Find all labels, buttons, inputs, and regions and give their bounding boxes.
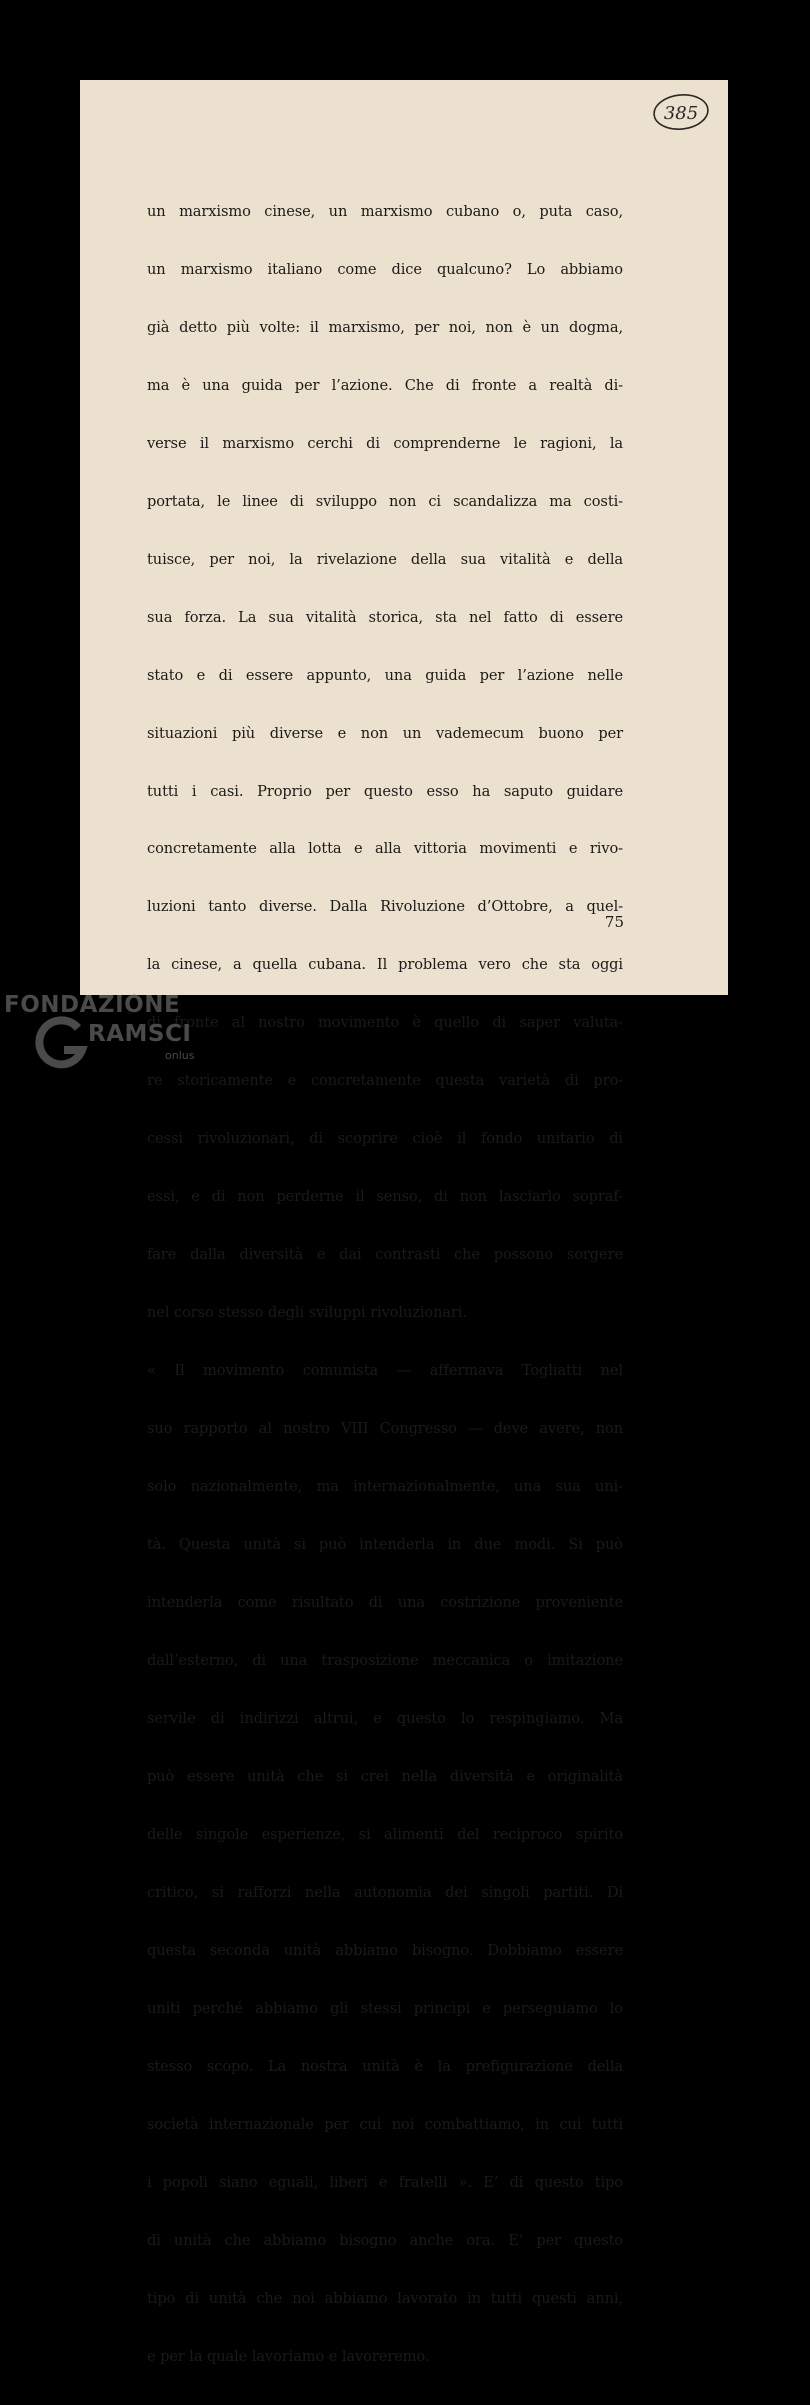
text-line: di unità che abbiamo bisogno anche ora. E’ per questo — [147, 2232, 623, 2250]
text-line: di fronte al nostro movimento è quello di saper valuta- — [147, 1014, 623, 1032]
circled-number-icon — [652, 92, 710, 132]
text-line: stato e di essere appunto, una guida per l’azione nelle — [147, 666, 623, 684]
text-line: « Il movimento comunista — affermava Togliatti nel — [147, 1362, 623, 1380]
text-line: concretamente alla lotta e alla vittoria movimenti e rivo- — [147, 840, 623, 858]
page-number: 75 — [604, 913, 624, 931]
text-line: e per la quale lavoriamo e lavoreremo. — [147, 2348, 430, 2366]
text-line: tipo di unità che noi abbiamo lavorato in tutti questi anni, — [147, 2290, 623, 2308]
text-line: re storicamente e concretamente questa varietà di pro- — [147, 1072, 623, 1090]
text-line: cessi rivoluzionari, di scoprire cioè il fondo unitario di — [147, 1130, 623, 1148]
text-line: i popoli siano eguali, liberi e fratelli ». E’ di questo tipo — [147, 2174, 623, 2192]
body-text — [147, 163, 623, 2405]
text-line: delle singole esperienze, si alimenti del reciproco spirito — [147, 1826, 623, 1844]
text-line: può essere unità che si crei nella diversità e originalità — [147, 1768, 623, 1786]
logo-text-gramsci: RAMSCI — [88, 1021, 192, 1047]
logo-g-icon — [34, 1016, 90, 1072]
text-line: già detto più volte: il marxismo, per noi, non è un dogma, — [147, 318, 623, 336]
handwritten-page-annotation — [652, 92, 710, 132]
text-line: nel corso stesso degli sviluppi rivoluzionari. — [147, 1304, 468, 1322]
text-line: situazioni più diverse e non un vademecum buono per — [147, 724, 623, 742]
fondazione-gramsci-logo — [4, 992, 204, 1072]
text-line: suo rapporto al nostro VIII Congresso — deve avere, non — [147, 1420, 623, 1438]
text-line: un marxismo cinese, un marxismo cubano o, puta caso, — [147, 202, 623, 220]
text-line: luzioni tanto diverse. Dalla Rivoluzione d’Ottobre, a quel- — [147, 898, 623, 916]
text-line: ma è una guida per l’azione. Che di fronte a realtà di- — [147, 376, 623, 394]
text-line: tuisce, per noi, la rivelazione della sua vitalità e della — [147, 550, 623, 568]
text-line: portata, le linee di sviluppo non ci scandalizza ma costi- — [147, 492, 623, 510]
text-line: verse il marxismo cerchi di comprenderne le ragioni, la — [147, 434, 623, 452]
text-line: dall’esterno, di una trasposizione meccanica o imitazione — [147, 1652, 623, 1670]
text-line: servile di indirizzi altrui, e questo lo respingiamo. Ma — [147, 1710, 623, 1728]
text-line: tutti i casi. Proprio per questo esso ha saputo guidare — [147, 782, 623, 800]
text-line: intenderla come risultato di una costrizione proveniente — [147, 1594, 623, 1612]
text-line: critico, si rafforzi nella autonomia dei singoli partiti. Di — [147, 1884, 623, 1902]
text-line: tà. Questa unità si può intenderla in due modi. Si può — [147, 1536, 623, 1554]
text-line: questa seconda unità abbiamo bisogno. Dobbiamo essere — [147, 1942, 623, 1960]
text-line: sua forza. La sua vitalità storica, sta nel fatto di essere — [147, 608, 623, 626]
text-line: un marxismo italiano come dice qualcuno? Lo abbiamo — [147, 260, 623, 278]
text-line: stesso scopo. La nostra unità è la prefigurazione della — [147, 2058, 623, 2076]
text-line: uniti perché abbiamo gli stessi princìpi e perseguiamo lo — [147, 2000, 623, 2018]
logo-text-onlus: onlus — [165, 1049, 195, 1062]
logo-text-fondazione: FONDAZIONE — [4, 992, 181, 1018]
text-line: fare dalla diversità e dai contrasti che possono sorgere — [147, 1246, 623, 1264]
text-line: solo nazionalmente, ma internazionalmente, una sua uni- — [147, 1478, 623, 1496]
text-line: la cinese, a quella cubana. Il problema vero che sta oggi — [147, 956, 623, 974]
annotation-text: 385 — [663, 103, 699, 124]
text-line: essi, e di non perderne il senso, di non lasciarlo sopraf- — [147, 1188, 623, 1206]
text-line: società internazionale per cui noi combattiamo, in cui tutti — [147, 2116, 623, 2134]
